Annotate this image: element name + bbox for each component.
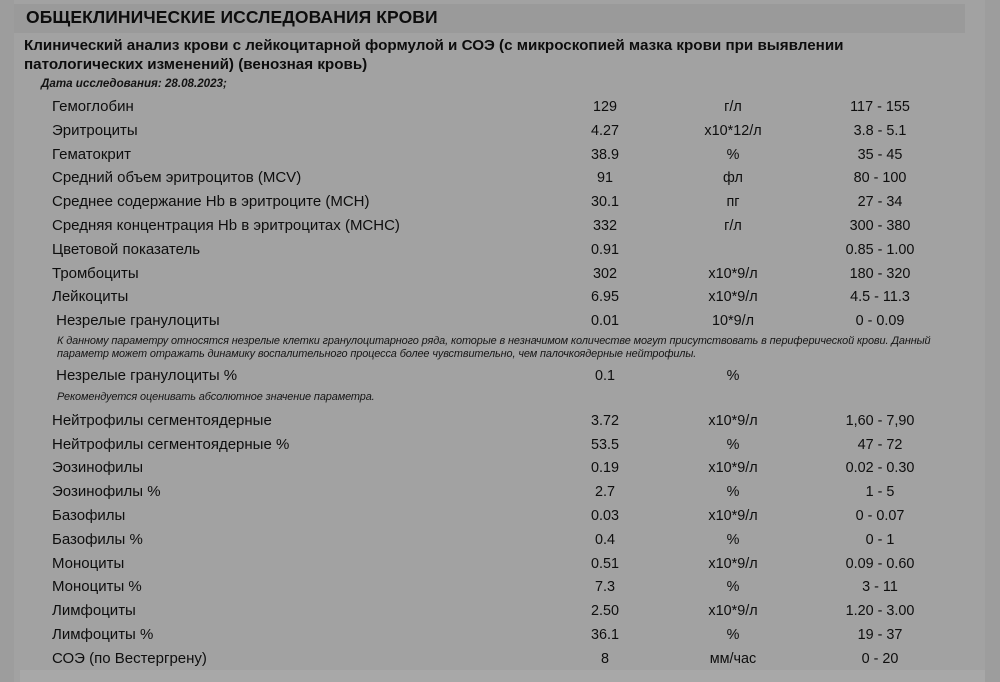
table-row [0, 215, 1000, 239]
row-reference-range: 47 - 72 [857, 436, 903, 453]
row-unit: фл [723, 170, 743, 187]
row-unit: х10*9/л [708, 507, 758, 524]
row-unit: % [726, 367, 740, 384]
bottom-band [20, 670, 985, 682]
row-label: Средняя концентрация Hb в эритроцитах (MCHC) [52, 216, 400, 234]
row-value: 0.19 [590, 460, 619, 477]
row-note: К данному параметру относятся незрелые клетки гранулоцитарного ряда, которые в незначимом количестве могут присутствовать в периферической крови. Данный параметр может отражать динамику воспалительного процесса более чувствительно, чем палочкоядерные нейтрофилы. [57, 334, 931, 361]
row-unit: х10*9/л [708, 289, 758, 306]
row-value: 0.03 [590, 507, 619, 524]
table-row [0, 286, 1000, 310]
row-label: Эритроциты [52, 121, 138, 139]
row-reference-range: 0 - 0.09 [855, 313, 905, 330]
table-row [0, 434, 1000, 458]
row-value: 36.1 [590, 626, 619, 643]
row-value: 0.01 [590, 313, 619, 330]
row-label: Моноциты [52, 554, 125, 572]
row-note: Рекомендуется оценивать абсолютное значение параметра. [57, 390, 375, 403]
row-reference-range: 180 - 320 [849, 265, 911, 282]
table-row [0, 191, 1000, 215]
row-label: Цветовой показатель [52, 240, 201, 258]
row-unit: % [726, 484, 740, 501]
table-row [0, 457, 1000, 481]
row-unit: % [726, 626, 740, 643]
table-row [0, 96, 1000, 120]
row-label: СОЭ (по Вестергрену) [52, 649, 207, 667]
row-label: Гематокрит [52, 145, 131, 163]
row-unit: х10*9/л [708, 265, 758, 282]
row-reference-range: 117 - 155 [850, 99, 910, 115]
row-label: Средний объем эритроцитов (MCV) [52, 169, 302, 187]
row-reference-range: 3.8 - 5.1 [853, 122, 907, 139]
row-label: Незрелые гранулоциты % [52, 366, 238, 384]
page-title: Клинический анализ крови с лейкоцитарной формулой и СОЭ (с микроскопией мазка крови при выявлении патологических изменений) (венозная кровь) [24, 37, 844, 73]
row-value: 91 [596, 170, 613, 187]
row-value: 38.9 [590, 146, 619, 163]
row-reference-range: 1 - 5 [865, 484, 895, 501]
row-unit: пг [726, 194, 740, 211]
row-reference-range: 300 - 380 [849, 217, 911, 234]
row-reference-range: 0 - 1 [865, 531, 895, 548]
row-reference-range: 19 - 37 [857, 626, 903, 643]
row-value: 332 [592, 217, 617, 234]
table-row [0, 576, 1000, 600]
row-unit: % [726, 579, 740, 596]
row-reference-range: 0 - 20 [861, 650, 899, 667]
study-date: Дата исследования: 28.08.2023; [41, 77, 227, 90]
row-unit: % [726, 531, 740, 548]
table-row [0, 505, 1000, 529]
row-value: 302 [592, 265, 617, 282]
table-row [0, 648, 1000, 672]
row-unit: % [726, 436, 740, 453]
table-row [0, 167, 1000, 191]
section-title: ОБЩЕКЛИНИЧЕСКИЕ ИССЛЕДОВАНИЯ КРОВИ [26, 7, 438, 27]
results-table [0, 96, 1000, 672]
row-label: Эозинофилы [52, 459, 144, 477]
table-row [0, 410, 1000, 434]
table-row [0, 144, 1000, 168]
row-reference-range: 27 - 34 [857, 194, 903, 211]
row-label: Эозинофилы % [52, 483, 161, 501]
row-unit: г/л [724, 99, 742, 115]
row-value: 8 [600, 650, 609, 667]
row-value: 3.72 [590, 412, 619, 429]
row-unit: % [726, 146, 740, 163]
row-label: Нейтрофилы сегментоядерные % [52, 435, 290, 453]
row-label: Базофилы [52, 506, 126, 524]
row-label: Незрелые гранулоциты [52, 312, 220, 330]
row-label: Лимфоциты % [52, 625, 154, 643]
row-reference-range: 0.85 - 1.00 [845, 241, 915, 258]
row-reference-range: 0.09 - 0.60 [845, 555, 915, 572]
row-value: 0.91 [590, 241, 619, 258]
row-value: 7.3 [594, 579, 615, 596]
table-row [0, 624, 1000, 648]
row-reference-range: 1,60 - 7,90 [845, 412, 915, 429]
row-value: 4.27 [590, 122, 619, 139]
row-unit: х10*9/л [708, 412, 758, 429]
table-row [0, 553, 1000, 577]
table-row [0, 365, 1000, 389]
row-reference-range: 35 - 45 [857, 146, 903, 163]
row-unit: х10*9/л [708, 460, 758, 477]
table-row [0, 529, 1000, 553]
row-unit: х10*12/л [704, 122, 762, 139]
row-value: 6.95 [590, 289, 619, 306]
row-reference-range: 3 - 11 [862, 579, 898, 596]
row-label: Среднее содержание Hb в эритроците (MCH) [52, 193, 370, 211]
row-reference-range: 80 - 100 [853, 170, 907, 187]
row-value: 0.51 [590, 555, 619, 572]
row-value: 53.5 [590, 436, 619, 453]
table-row [0, 600, 1000, 624]
table-row [0, 120, 1000, 144]
table-row [0, 239, 1000, 263]
row-value: 0.4 [594, 531, 615, 548]
row-unit: г/л [724, 217, 742, 234]
row-value: 0.1 [594, 367, 615, 384]
row-label: Нейтрофилы сегментоядерные [52, 411, 272, 429]
table-row [0, 310, 1000, 334]
row-value: 129 [592, 99, 617, 115]
row-label: Гемоглобин [52, 98, 134, 115]
table-row [0, 481, 1000, 505]
row-reference-range: 0 - 0.07 [855, 507, 905, 524]
table-row [0, 263, 1000, 287]
row-unit: х10*9/л [708, 603, 758, 620]
row-label: Тромбоциты [52, 264, 139, 282]
row-reference-range: 4.5 - 11.3 [850, 289, 910, 306]
row-reference-range: 1.20 - 3.00 [845, 603, 915, 620]
row-label: Моноциты % [52, 578, 142, 596]
row-label: Лимфоциты [52, 602, 136, 620]
row-label: Базофилы % [52, 530, 143, 548]
row-unit: 10*9/л [711, 313, 754, 330]
row-value: 2.7 [594, 484, 615, 501]
row-label: Лейкоциты [52, 288, 129, 306]
row-value: 30.1 [590, 194, 619, 211]
row-value: 2.50 [590, 603, 619, 620]
row-unit: х10*9/л [708, 555, 758, 572]
row-unit: мм/час [709, 650, 757, 667]
row-reference-range: 0.02 - 0.30 [845, 460, 915, 477]
